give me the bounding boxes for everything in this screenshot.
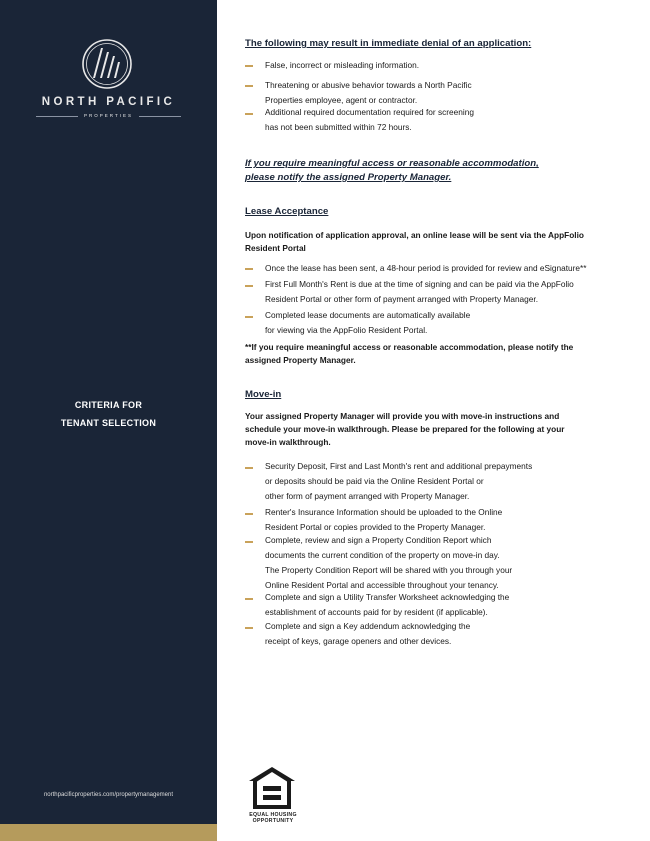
- lease-item-3: [265, 308, 615, 338]
- lease-intro-line: Resident Portal: [245, 243, 306, 253]
- bullet-dash: [245, 65, 253, 67]
- equal-housing-icon: [247, 765, 297, 811]
- movein-item-2: [265, 505, 615, 535]
- lease-note: [245, 341, 615, 367]
- denial-item-3: [265, 105, 615, 135]
- criteria-title: [0, 396, 217, 432]
- lease-intro: [245, 229, 615, 255]
- lease-item-2: [265, 277, 615, 307]
- lease-item-1: [265, 261, 615, 276]
- list-item-line: Completed lease documents are automatically available: [265, 310, 471, 320]
- brand-subtitle: PROPERTIES: [84, 113, 133, 118]
- list-item-line: has not been submitted within 72 hours.: [265, 122, 412, 132]
- equal-housing-line-2: OPPORTUNITY: [252, 818, 294, 824]
- bullet-dash: [245, 627, 253, 629]
- movein-item-5: [265, 619, 615, 649]
- bullet-dash: [245, 85, 253, 87]
- list-item-line: Resident Portal or copies provided to the Property Manager.: [265, 522, 486, 532]
- list-item-line: establishment of accounts paid for by resident (if applicable).: [265, 607, 488, 617]
- list-item-line: Complete and sign a Utility Transfer Worksheet acknowledging the: [265, 592, 510, 602]
- equal-housing-text: [245, 812, 301, 824]
- bullet-dash: [245, 285, 253, 287]
- lease-note-line: assigned Property Manager.: [245, 355, 356, 365]
- bullet-dash: [245, 513, 253, 515]
- north-pacific-logo-icon: [81, 38, 133, 90]
- list-item-line: receipt of keys, garage openers and other devices.: [265, 636, 452, 646]
- bullet-dash: [245, 598, 253, 600]
- movein-item-4: [265, 590, 615, 620]
- movein-item-1: [265, 459, 615, 504]
- brand-rule-right: [139, 116, 181, 117]
- bullet-dash: [245, 113, 253, 115]
- list-item-line: Once the lease has been sent, a 48-hour period is provided for review and eSignature**: [265, 263, 587, 273]
- accommodation-line-2: please notify the assigned Property Manager.: [245, 172, 452, 183]
- list-item-line: First Full Month's Rent is due at the time of signing and can be paid via the AppFolio: [265, 279, 574, 289]
- accommodation-line-1: If you require meaningful access or reasonable accommodation,: [245, 158, 539, 169]
- movein-intro-line: schedule your move-in walkthrough. Please be prepared for the following at your: [245, 424, 565, 434]
- lease-note-line: **If you require meaningful access or reasonable accommodation, please notify the: [245, 342, 574, 352]
- movein-heading: Move-in: [245, 389, 282, 400]
- list-item-line: Online Resident Portal and accessible throughout your tenancy.: [265, 580, 499, 590]
- list-item-line: Security Deposit, First and Last Month's rent and additional prepayments: [265, 461, 533, 471]
- list-item-line: or deposits should be paid via the Online Resident Portal or: [265, 476, 484, 486]
- list-item-line: The Property Condition Report will be shared with you through your: [265, 565, 513, 575]
- website-link[interactable]: northpacificproperties.com/propertymanagement: [43, 792, 174, 798]
- list-item-line: for viewing via the AppFolio Resident Portal.: [265, 325, 428, 335]
- sidebar: [0, 0, 217, 824]
- lease-intro-line: Upon notification of application approval, an online lease will be sent via the AppFolio: [245, 230, 584, 240]
- criteria-line-1: CRITERIA FOR: [74, 400, 143, 410]
- bullet-dash: [245, 467, 253, 469]
- denial-item-1: [265, 58, 615, 73]
- equal-housing-line-1: EQUAL HOUSING: [249, 812, 297, 818]
- list-item-line: Complete and sign a Key addendum acknowledging the: [265, 621, 471, 631]
- movein-intro-line: move-in walkthrough.: [245, 437, 331, 447]
- bullet-dash: [245, 268, 253, 270]
- denial-item-2: [265, 78, 615, 108]
- bullet-dash: [245, 316, 253, 318]
- list-item-line: Additional required documentation required for screening: [265, 107, 474, 117]
- bullet-dash: [245, 541, 253, 543]
- denial-heading: The following may result in immediate denial of an application:: [245, 38, 532, 49]
- list-item-line: Threatening or abusive behavior towards a North Pacific: [265, 80, 472, 90]
- lease-heading: Lease Acceptance: [245, 206, 329, 217]
- movein-intro-line: Your assigned Property Manager will provide you with move-in instructions and: [245, 411, 560, 421]
- criteria-line-2: TENANT SELECTION: [60, 418, 157, 428]
- list-item-line: Renter's Insurance Information should be uploaded to the Online: [265, 507, 503, 517]
- list-item-line: other form of payment arranged with Property Manager.: [265, 491, 470, 501]
- accommodation-notice: [245, 157, 539, 185]
- gold-accent-bar: [0, 824, 217, 841]
- movein-intro: [245, 410, 615, 449]
- list-item-line: documents the current condition of the property on move-in day.: [265, 550, 500, 560]
- list-item-line: Resident Portal or other form of payment arranged with Property Manager.: [265, 294, 539, 304]
- list-item-line: False, incorrect or misleading information.: [265, 60, 420, 70]
- movein-item-3: [265, 533, 615, 593]
- brand-name: NORTH PACIFIC: [41, 96, 176, 108]
- list-item-line: Complete, review and sign a Property Condition Report which: [265, 535, 492, 545]
- list-item-line: Properties employee, agent or contractor.: [265, 95, 418, 105]
